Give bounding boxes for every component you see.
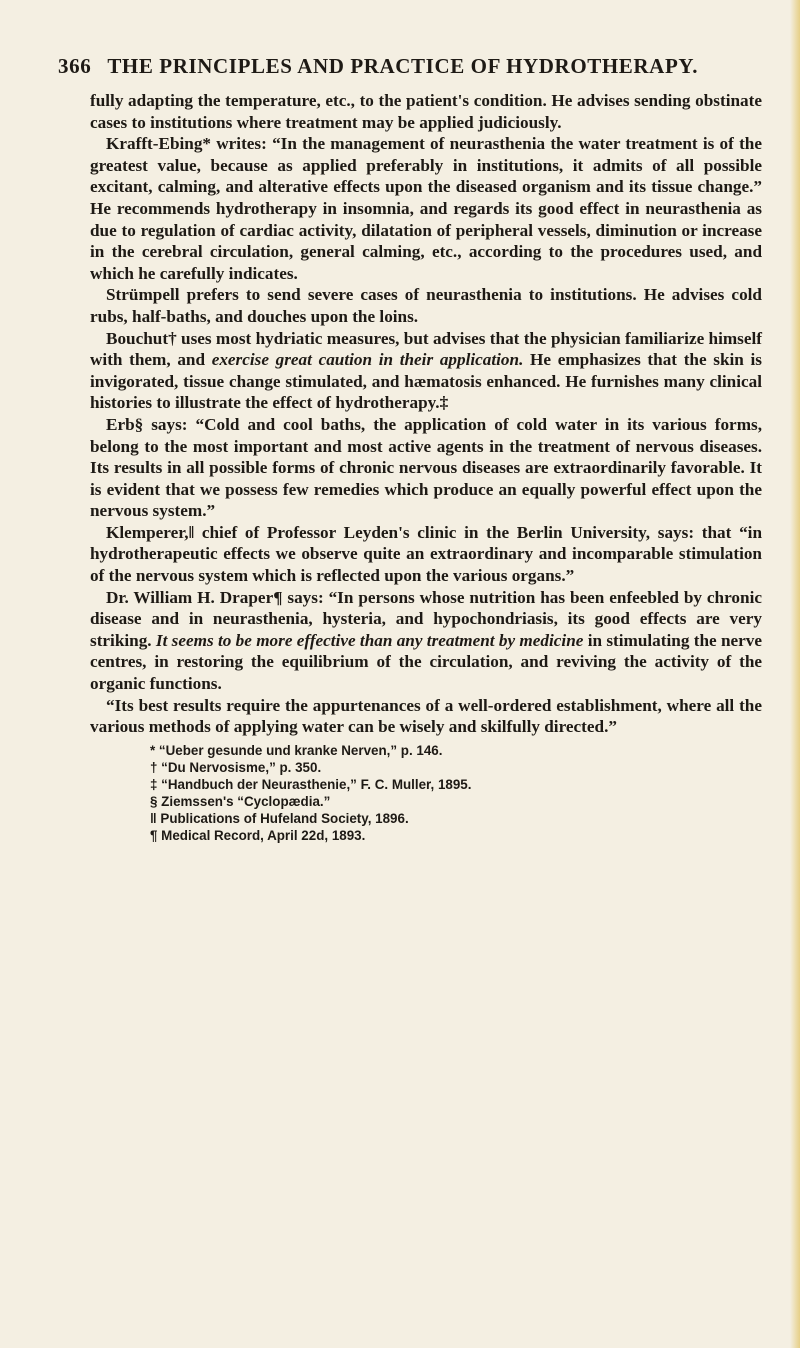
running-title: THE PRINCIPLES AND PRACTICE OF HYDROTHERAPY. xyxy=(107,54,699,78)
paragraph-bouchut xyxy=(90,328,762,414)
footnote: ¶ Medical Record, April 22d, 1893. xyxy=(150,827,366,843)
paragraph-klemperer xyxy=(90,522,762,587)
paragraph-continuation xyxy=(90,90,762,133)
book-page xyxy=(50,54,762,844)
text-run: fully adapting the temperature, etc., to the patient's condition. He advises sending obstinate cases to institutions where treatment may be applied judiciously. xyxy=(90,91,762,132)
running-header xyxy=(58,54,762,88)
text-run: Dr. William H. Draper¶ says: “In persons whose nutrition has been enfeebled by chronic disease and in neurasthenia, hysteria, and hypochondriasis, its good effects are very striking. xyxy=(90,587,762,650)
footnote: ‡ “Handbuch der Neurasthenie,” F. C. Muller, 1895. xyxy=(150,776,472,792)
text-run: Klemperer,‖ chief of Professor Leyden's clinic in the Berlin University, says: that “in hydrotherapeutic effects we observe quite an extraordinary and incomparable stimulation of the nervous system which is reflected upon the various organs.” xyxy=(90,522,762,586)
paragraph-draper xyxy=(90,587,762,695)
footnote: ‖ Publications of Hufeland Society, 1896. xyxy=(150,810,409,826)
footnotes xyxy=(150,742,762,844)
page-edge-tint xyxy=(790,0,800,1348)
paragraph-draper-continued xyxy=(90,695,762,738)
text-run: Erb§ says: “Cold and cool baths, the application of cold water in its various forms, belong to the most important and most active agents in the treatment of nervous diseases. Its results in all possible forms of chronic nervous diseases are extraordinarily favorable. It is evident that we possess few remedies which produce an equally powerful effect upon the nervous system.” xyxy=(90,414,762,521)
text-run: Krafft-Ebing* writes: “In the management of neurasthenia the water treatment is of the greatest value, because as applied preferably in institutions, it admits of all possible excitant, calming, and alterative effects upon the diseased organism and its tissue change.” He recommends hydrotherapy in insomnia, and regards its good effect in neurasthenia as due to regulation of cardiac activity, dilatation of peripheral vessels, diminution or increase in the cerebral circulation, general calming, etc., according to the procedures used, and which he carefully indicates. xyxy=(90,134,762,283)
footnote: † “Du Nervosisme,” p. 350. xyxy=(150,759,322,775)
text-run: He emphasizes that the skin is invigorated, tissue change stimulated, and hæmatosis enhanced. He furnishes many clinical histories to illustrate the effect of hydrotherapy.‡ xyxy=(90,350,762,413)
text-run: “Its best results require the appurtenances of a well-ordered establishment, where all the various methods of applying water can be wisely and skilfully directed.” xyxy=(90,695,762,737)
footnote: § Ziemssen's “Cyclopædia.” xyxy=(150,793,331,809)
text-run: Bouchut† uses most hydriatic measures, but advises that the physician familiarize himself with them, and xyxy=(90,328,762,370)
body-text xyxy=(90,90,762,738)
page-number: 366 xyxy=(58,54,92,78)
footnote: * “Ueber gesunde und kranke Nerven,” p. 146. xyxy=(150,742,443,758)
italic-emphasis: It seems to be more effective than any treatment by medicine xyxy=(155,630,584,650)
text-run: Strümpell prefers to send severe cases of neurasthenia to institutions. He advises cold rubs, half-baths, and douches upon the loins. xyxy=(90,285,762,326)
paragraph-erb xyxy=(90,414,762,522)
italic-emphasis: exercise great caution in their application. xyxy=(211,350,524,370)
paragraph-krafft-ebing xyxy=(90,133,762,284)
paragraph-strumpell xyxy=(90,284,762,327)
text-run: in stimulating the nerve centres, in restoring the equilibrium of the circulation, and reviving the activity of the organic functions. xyxy=(90,630,762,694)
